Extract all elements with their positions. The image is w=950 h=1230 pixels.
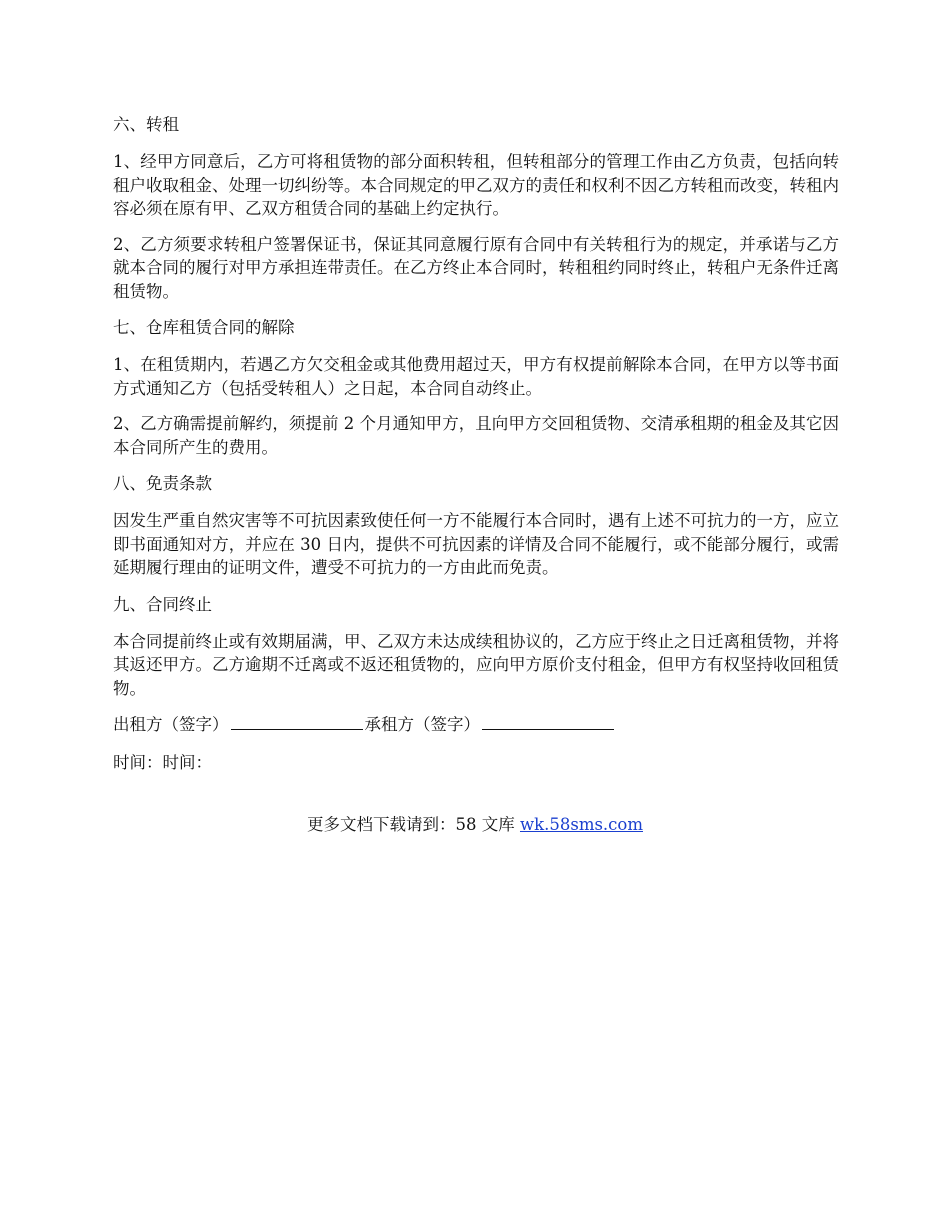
signature-line bbox=[113, 712, 839, 738]
section-heading-force-majeure: 八、免责条款 bbox=[113, 474, 212, 493]
sublease-clause-2: 2、乙方须要求转租户签署保证书，保证其同意履行原有合同中有关转租行为的规定，并承诺与乙方就本合同的履行对甲方承担连带责任。在乙方终止本合同时，转租租约同时终止，转租户无条件迁离租赁物。 bbox=[113, 234, 839, 301]
section-heading-sublease: 六、转租 bbox=[113, 115, 179, 134]
sublease-clause-1: 1、经甲方同意后，乙方可将租赁物的部分面积转租，但转租部分的管理工作由乙方负责，包括向转租户收取租金、处理一切纠纷等。本合同规定的甲乙双方的责任和权利不因乙方转租而改变，转租内容必须在原有甲、乙双方租赁合同的基础上约定执行。 bbox=[113, 152, 839, 218]
termination-clause-2: 2、乙方确需提前解约，须提前 2 个月通知甲方，且向甲方交回租赁物、交清承租期的租金及其它因本合同所产生的费用。 bbox=[113, 414, 839, 457]
lessee-signature-label: 承租方（签字） bbox=[364, 715, 480, 734]
section-heading-termination: 七、仓库租赁合同的解除 bbox=[113, 318, 295, 337]
termination-clause-1: 1、在租赁期内，若遇乙方欠交租金或其他费用超过天，甲方有权提前解除本合同，在甲方以等书面方式通知乙方（包括受转租人）之日起，本合同自动终止。 bbox=[113, 355, 839, 398]
force-majeure-clause: 因发生严重自然灾害等不可抗因素致使任何一方不能履行本合同时，遇有上述不可抗力的一方，应立即书面通知对方，并应在 30 日内，提供不可抗因素的详情及合同不能履行，或不能部分履行，或需延期履行理由的证明文件，遭受不可抗力的一方由此而免责。 bbox=[113, 511, 839, 577]
lessee-signature-blank bbox=[482, 712, 614, 730]
time-line: 时间：时间： bbox=[113, 753, 212, 772]
document-body bbox=[113, 112, 839, 788]
section-heading-contract-end: 九、合同终止 bbox=[113, 594, 212, 614]
footer bbox=[0, 812, 950, 838]
lessor-signature-blank bbox=[231, 712, 363, 730]
footer-text: 更多文档下载请到：58 文库 bbox=[306, 815, 520, 834]
lessor-signature-label: 出租方（签字） bbox=[113, 715, 229, 734]
contract-end-clause: 本合同提前终止或有效期届满，甲、乙双方未达成续租协议的，乙方应于终止之日迁离租赁物，并将其返还甲方。乙方逾期不迁离或不返还租赁物的，应向甲方原价支付租金，但甲方有权坚持收回租赁物。 bbox=[113, 631, 839, 698]
footer-link[interactable]: wk.58sms.com bbox=[519, 815, 643, 834]
